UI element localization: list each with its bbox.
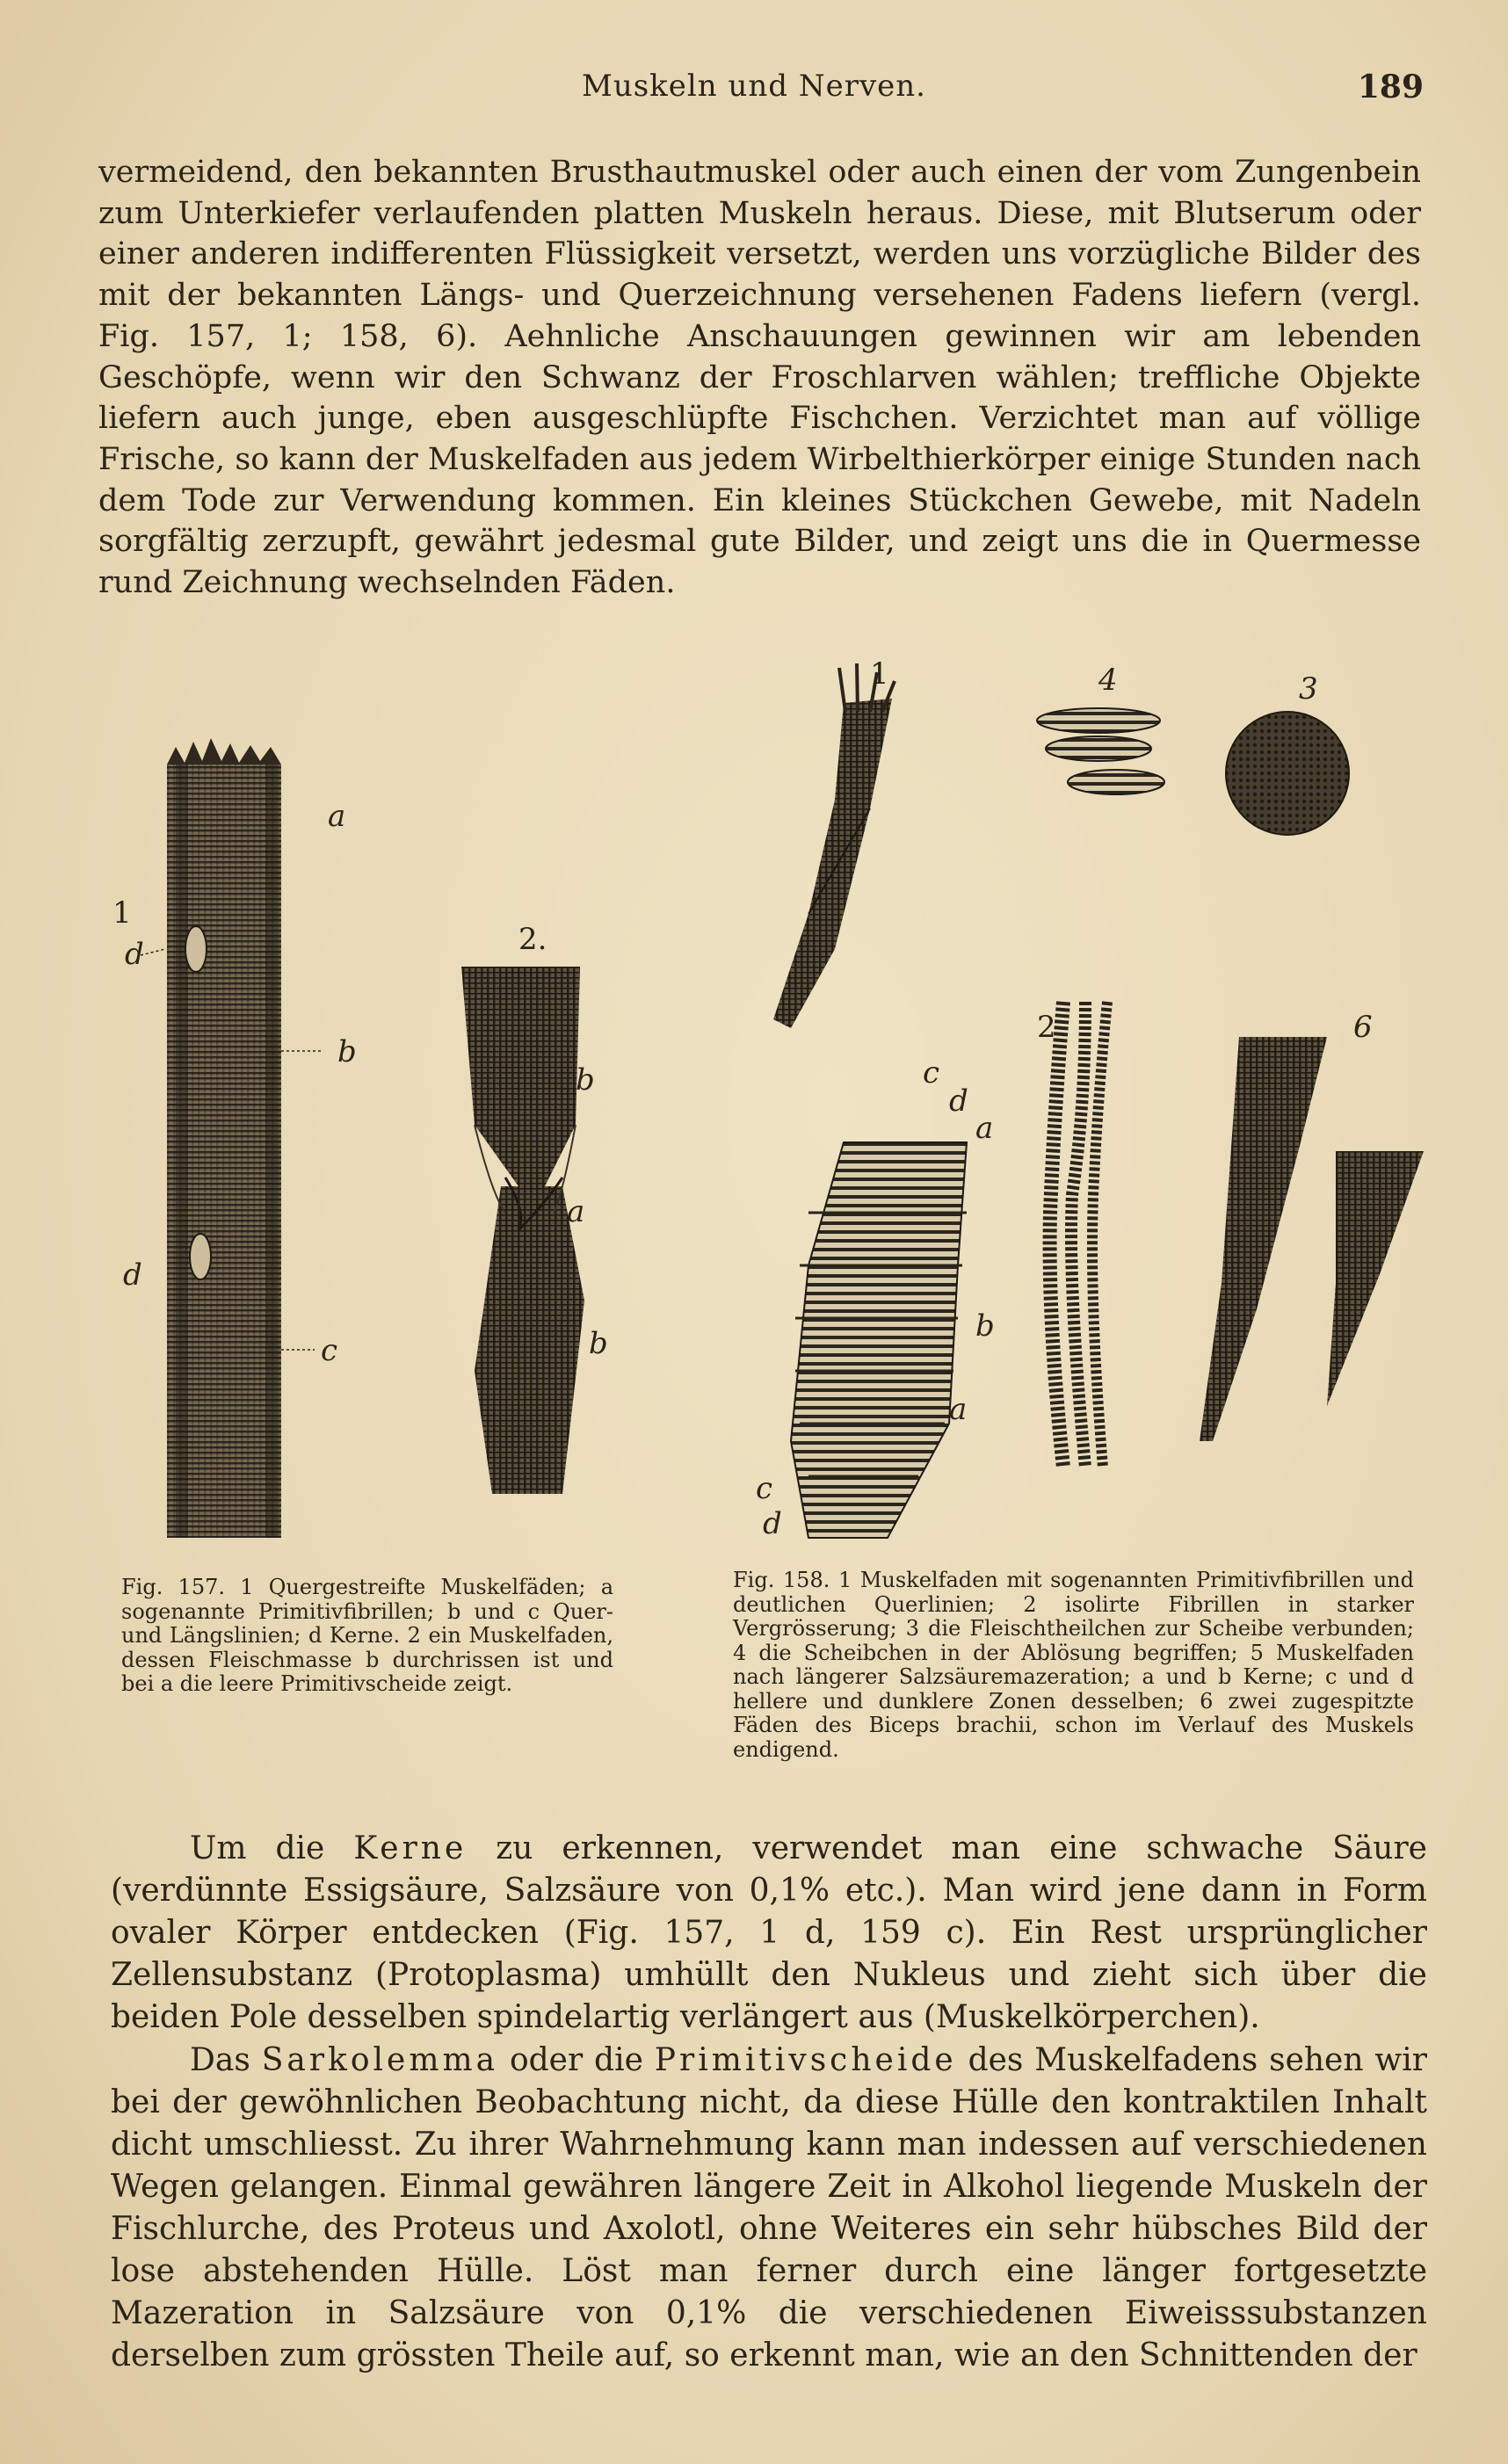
fig157-2-label-b-top: b bbox=[576, 1062, 595, 1098]
fig158-label-d-bottom: d bbox=[763, 1506, 782, 1541]
term-sarkolemma: Sarkolemma bbox=[261, 2042, 499, 2078]
fig157-label-1: 1 bbox=[112, 895, 132, 931]
paragraph-3 bbox=[111, 2040, 1427, 2377]
fig157-label-d-top: d bbox=[125, 937, 144, 972]
fig158-label-4: 4 bbox=[1098, 663, 1118, 698]
fig157-label-a: a bbox=[328, 799, 346, 834]
fig158-label-c-top: c bbox=[923, 1055, 940, 1091]
paragraph-3-body: des Muskelfadens sehen wir bei der gewöhnlichen Beobachtung nicht, da diese Hülle den kontraktilen Inhalt dicht umschliesst. Zu ihrer Wahrnehmung kann man indessen auf verschiedenen Wegen gelangen. Einmal gewähren längere Zeit in Alkohol liegende Muskeln der Fischlurche, des Proteus und Axolotl, ohne Weiteres ein sehr hübsches Bild der lose abstehenden Hülle. Löst man ferner durch eine länger fortgesetzte Mazeration in Salzsäure von 0,1% die verschiedenen Eiweisssubstanzen derselben zum grössten Theile auf, so erkennt man, wie an den Schnittenden der bbox=[111, 2042, 1427, 2373]
fig158-label-1: 1 bbox=[870, 656, 889, 692]
fig157-fiber-1 bbox=[167, 738, 281, 1538]
fig157-label-c: c bbox=[321, 1333, 338, 1368]
paragraph-3-mid: oder die bbox=[509, 2042, 643, 2078]
running-title: Muskeln und Nerven. bbox=[582, 69, 926, 104]
paragraph-1: vermeidend, den bekannten Brusthautmuskel oder auch einen der vom Zungenbein zum Unterkiefer verlaufenden platten Muskeln heraus. Diese, mit Blutserum oder einer anderen indifferenten Flüssigkeit versetzt, werden uns vorzügliche Bilder des mit der bekannten Längs- und Querzeichnung versehenen Fadens liefern (vergl. Fig. 157, 1; 158, 6). Aehnliche Anschauungen gewinnen wir am lebenden Geschöpfe, wenn wir den Schwanz der Froschlarven wählen; treffliche Objekte liefern auch junge, eben ausgeschlüpfte Fischchen. Verzichtet man auf völlige Frische, so kann der Muskelfaden aus jedem Wirbelthierkörper einige Stunden nach dem Tode zur Verwendung kommen. Ein kleines Stückchen Gewebe, mit Nadeln sorgfältig zerzupft, gewährt jedesmal gute Bilder, und zeigt uns die in Quermesse rund Zeichnung wechselnden Fäden. bbox=[98, 155, 1421, 601]
fig157-label-2: 2. bbox=[518, 922, 547, 957]
fig157-2-label-b-bottom: b bbox=[589, 1326, 608, 1361]
fig158-fiber-1 bbox=[773, 663, 895, 1028]
page-header bbox=[0, 69, 1508, 112]
fig158-label-2: 2 bbox=[1037, 1010, 1056, 1045]
figure-157-caption: Fig. 157. 1 Quergestreifte Muskelfäden; a sogenannte Primitivfibrillen; b und c Quer- und Längslinien; d Kerne. 2 ein Muskelfaden, dessen Fleischmasse b durchrissen ist und bei a die leere Primitivscheide zeigt. bbox=[121, 1575, 613, 1696]
fig158-label-a-top: a bbox=[975, 1111, 994, 1146]
fig158-label-c-bottom: c bbox=[756, 1471, 773, 1506]
fig157-label-d-bottom: d bbox=[123, 1257, 142, 1293]
term-primitivscheide: Primitivscheide bbox=[654, 2042, 957, 2078]
paragraph-2-body: zu erkennen, verwendet man eine schwache Säure (verdünnte Essigsäure, Salzsäure von 0,1% etc.). Man wird jene dann in Form ovaler Körper entdecken (Fig. 157, 1 d, 159 c). Ein Rest ursprünglicher Zellensubstanz (Protoplasma) umhüllt den Nukleus und zieht sich über die beiden Pole desselben spindelartig verlängert aus (Muskelkörperchen). bbox=[111, 1830, 1427, 2035]
page-number: 189 bbox=[1357, 69, 1424, 105]
muscle-fiber-illustrations bbox=[105, 650, 1424, 1564]
fig158-tapered-6 bbox=[1200, 1037, 1424, 1441]
term-kerne: Kerne bbox=[353, 1830, 468, 1866]
fig157-fiber-2 bbox=[461, 967, 584, 1494]
fig158-label-3: 3 bbox=[1299, 671, 1318, 707]
fig158-disc-3 bbox=[1226, 712, 1349, 835]
fig158-fibrils-2 bbox=[1050, 1002, 1107, 1468]
paragraph-2-lead: Um die bbox=[190, 1830, 325, 1866]
fig157-2-label-a: a bbox=[567, 1194, 585, 1229]
figure-158-caption: Fig. 158. 1 Muskelfaden mit sogenannten Primitivfibrillen und deutlichen Querlinien; 2 isolirte Fibrillen in starker Vergrösserung; 3 die Fleischtheilchen zur Scheibe verbunden; 4 die Scheibchen in der Ablösung begriffen; 5 Muskelfaden nach längerer Salzsäuremazeration; a und b Kerne; c und d hellere und dunklere Zonen desselben; 6 zwei zugespitzte Fäden des Biceps brachii, schon im Verlauf des Muskels endigend. bbox=[733, 1568, 1414, 1762]
fig158-macerated-5 bbox=[791, 1142, 967, 1538]
paragraph-3-lead: Das bbox=[190, 2042, 250, 2078]
fig158-label-d-top: d bbox=[949, 1083, 968, 1119]
fig157-label-b: b bbox=[337, 1034, 357, 1069]
fig158-discs-4 bbox=[1037, 708, 1164, 794]
fig158-label-a-bottom: a bbox=[949, 1392, 968, 1427]
figure-area bbox=[105, 650, 1424, 1564]
fig158-label-6: 6 bbox=[1353, 1010, 1373, 1045]
paragraph-2 bbox=[111, 1828, 1427, 2039]
fig158-label-b: b bbox=[975, 1308, 995, 1344]
